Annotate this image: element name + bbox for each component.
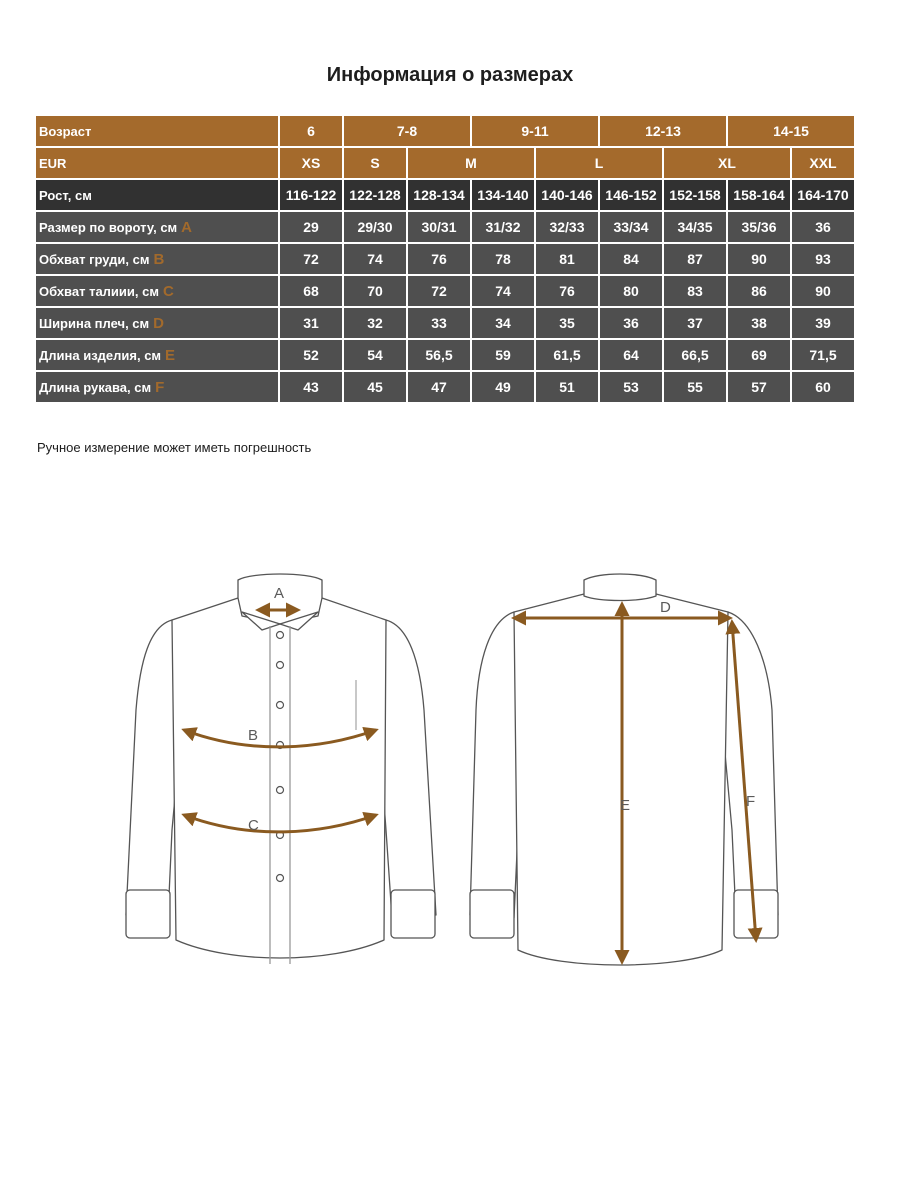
measurement-value: 54 xyxy=(344,340,406,370)
measurement-label xyxy=(36,340,278,370)
measurement-value: 55 xyxy=(664,372,726,402)
label-e: E xyxy=(620,797,631,814)
height-cell: 140-146 xyxy=(536,180,598,210)
measurement-value: 86 xyxy=(728,276,790,306)
measurement-value: 59 xyxy=(472,340,534,370)
measurement-value: 57 xyxy=(728,372,790,402)
measurement-value: 87 xyxy=(664,244,726,274)
measurement-value: 69 xyxy=(728,340,790,370)
eur-cell: XS xyxy=(280,148,342,178)
measurement-row xyxy=(36,308,854,338)
measurement-letter: D xyxy=(153,314,164,332)
height-cell: 134-140 xyxy=(472,180,534,210)
measurement-label xyxy=(36,308,278,338)
measurement-value: 56,5 xyxy=(408,340,470,370)
measurement-note: Ручное измерение может иметь погрешность xyxy=(37,440,312,455)
measurement-letter: C xyxy=(162,282,174,300)
measurement-value: 36 xyxy=(600,308,662,338)
measurement-value: 93 xyxy=(792,244,854,274)
label-b: B xyxy=(248,727,259,744)
height-cell: 152-158 xyxy=(664,180,726,210)
measurement-label-text: Обхват груди, см xyxy=(39,251,150,267)
measurement-row xyxy=(36,212,854,242)
front-body xyxy=(172,598,386,958)
measurement-value: 51 xyxy=(536,372,598,402)
age-cell: 14-15 xyxy=(728,116,854,146)
label-f: F xyxy=(746,793,756,810)
height-row xyxy=(36,180,854,210)
measurement-value: 83 xyxy=(664,276,726,306)
measurement-value: 31/32 xyxy=(472,212,534,242)
back-left-cuff xyxy=(470,890,514,938)
eur-cell: XL xyxy=(664,148,790,178)
measurement-value: 32 xyxy=(344,308,406,338)
measurement-value: 78 xyxy=(472,244,534,274)
measurement-value: 35 xyxy=(536,308,598,338)
measurement-letter: B xyxy=(153,250,165,268)
button xyxy=(277,662,284,669)
measurement-label xyxy=(36,244,278,274)
measurement-value: 33 xyxy=(408,308,470,338)
measurement-value: 34 xyxy=(472,308,534,338)
age-row xyxy=(36,116,854,146)
measurement-label xyxy=(36,212,278,242)
age-cell: 12-13 xyxy=(600,116,726,146)
height-cell: 158-164 xyxy=(728,180,790,210)
measurement-value: 31 xyxy=(280,308,342,338)
measurement-label xyxy=(36,372,278,402)
measurement-label xyxy=(36,276,278,306)
measurement-value: 90 xyxy=(792,276,854,306)
eur-label: EUR xyxy=(36,148,278,178)
measurement-value: 74 xyxy=(344,244,406,274)
measurement-row xyxy=(36,244,854,274)
height-cell: 128-134 xyxy=(408,180,470,210)
measurement-value: 72 xyxy=(408,276,470,306)
measurement-label-text: Длина рукава, см xyxy=(39,379,152,395)
eur-row xyxy=(36,148,854,178)
front-left-cuff xyxy=(126,890,170,938)
measurement-value: 29/30 xyxy=(344,212,406,242)
measurement-value: 64 xyxy=(600,340,662,370)
measurement-value: 81 xyxy=(536,244,598,274)
measurement-label-text: Обхват талиии, см xyxy=(39,283,159,299)
height-cell: 146-152 xyxy=(600,180,662,210)
age-cell: 7-8 xyxy=(344,116,470,146)
measurement-label-text: Ширина плеч, см xyxy=(39,315,150,331)
measurement-value: 49 xyxy=(472,372,534,402)
measurement-value: 53 xyxy=(600,372,662,402)
measurement-value: 60 xyxy=(792,372,854,402)
measurement-row xyxy=(36,340,854,370)
measurement-value: 35/36 xyxy=(728,212,790,242)
height-cell: 122-128 xyxy=(344,180,406,210)
measurement-value: 61,5 xyxy=(536,340,598,370)
button xyxy=(277,632,284,639)
measurement-letter: F xyxy=(155,378,165,396)
eur-cell: M xyxy=(408,148,534,178)
measurement-label-text: Длина изделия, см xyxy=(39,347,162,363)
measurement-value: 68 xyxy=(280,276,342,306)
height-label: Рост, см xyxy=(36,180,278,210)
measurement-value: 47 xyxy=(408,372,470,402)
measurement-value: 45 xyxy=(344,372,406,402)
measurement-row xyxy=(36,372,854,402)
age-label: Возраст xyxy=(36,116,278,146)
height-cell: 116-122 xyxy=(280,180,342,210)
measurement-label-text: Размер по вороту, см xyxy=(39,219,178,235)
measurement-value: 70 xyxy=(344,276,406,306)
measurement-letter: E xyxy=(165,346,176,364)
measurement-letter: A xyxy=(181,218,193,236)
shirt-diagram xyxy=(0,540,900,1000)
height-cell: 164-170 xyxy=(792,180,854,210)
measurement-value: 30/31 xyxy=(408,212,470,242)
measurement-value: 39 xyxy=(792,308,854,338)
back-collar xyxy=(584,574,656,601)
front-right-sleeve xyxy=(378,620,436,918)
measurement-value: 84 xyxy=(600,244,662,274)
page-title: Информация о размерах xyxy=(326,64,574,86)
button xyxy=(277,702,284,709)
measurement-value: 37 xyxy=(664,308,726,338)
measurement-value: 43 xyxy=(280,372,342,402)
measurement-value: 76 xyxy=(536,276,598,306)
size-table xyxy=(34,114,856,404)
eur-cell: XXL xyxy=(792,148,854,178)
measurement-value: 36 xyxy=(792,212,854,242)
measurement-value: 76 xyxy=(408,244,470,274)
measurement-value: 34/35 xyxy=(664,212,726,242)
measurement-row xyxy=(36,276,854,306)
age-cell: 9-11 xyxy=(472,116,598,146)
measurement-value: 52 xyxy=(280,340,342,370)
eur-cell: S xyxy=(344,148,406,178)
age-cell: 6 xyxy=(280,116,342,146)
measurement-value: 33/34 xyxy=(600,212,662,242)
measurement-value: 66,5 xyxy=(664,340,726,370)
eur-cell: L xyxy=(536,148,662,178)
measurement-value: 71,5 xyxy=(792,340,854,370)
button xyxy=(277,787,284,794)
measurement-value: 38 xyxy=(728,308,790,338)
measurement-rows xyxy=(36,212,854,402)
measurement-value: 80 xyxy=(600,276,662,306)
label-a: A xyxy=(274,585,285,602)
measurement-value: 72 xyxy=(280,244,342,274)
label-d: D xyxy=(660,599,671,616)
button xyxy=(277,875,284,882)
measurement-value: 32/33 xyxy=(536,212,598,242)
label-c: C xyxy=(248,817,259,834)
measurement-value: 74 xyxy=(472,276,534,306)
front-right-cuff xyxy=(391,890,435,938)
measurement-value: 90 xyxy=(728,244,790,274)
measurement-value: 29 xyxy=(280,212,342,242)
